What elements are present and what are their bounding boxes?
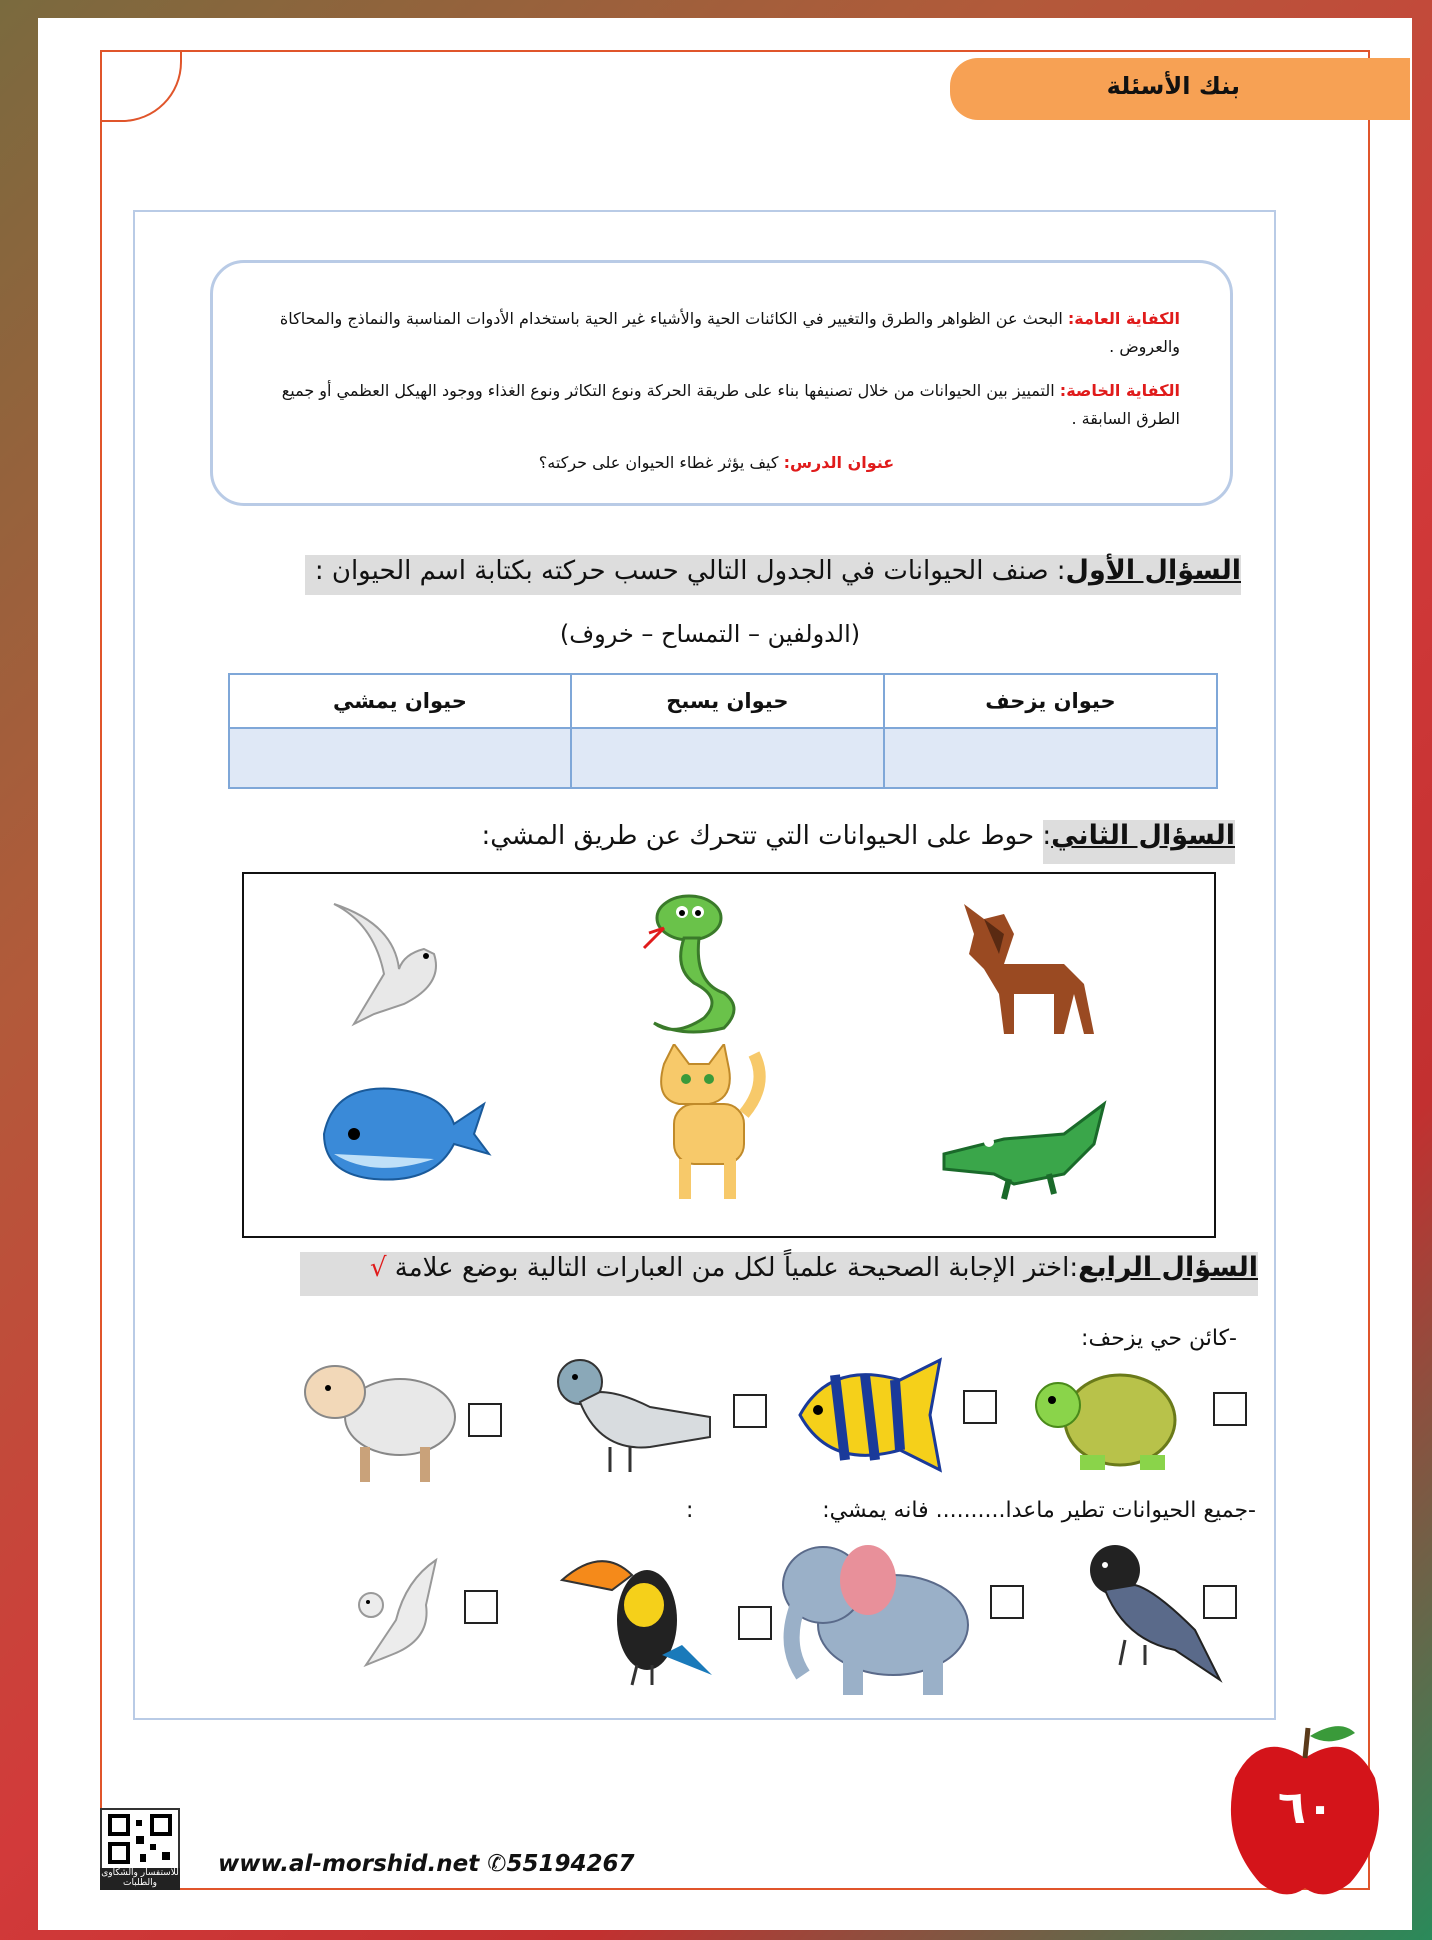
page-number: ٦٠ [1277, 1780, 1335, 1834]
snake-icon[interactable] [634, 888, 754, 1048]
fish-icon [790, 1350, 950, 1480]
question-4: السؤال الرابع:اختر الإجابة الصحيحة علمياً لكل من العبارات التالية بوضع علامة √ [300, 1252, 1258, 1296]
checkbox-fish[interactable] [963, 1390, 997, 1424]
column-swim: حيوان يسبح [571, 674, 884, 728]
column-walk: حيوان يمشي [229, 674, 571, 728]
checkbox-dove[interactable] [464, 1590, 498, 1624]
checkbox-sheep[interactable] [468, 1403, 502, 1437]
q4-sub2: -جميع الحيوانات تطير ماعدا.......... فانه يمشي: [822, 1498, 1256, 1523]
question-1: السؤال الأول: صنف الحيوانات في الجدول التالي حسب حركته بكتابة اسم الحيوان : [305, 555, 1241, 595]
whale-icon[interactable] [314, 1064, 494, 1194]
checkbox-turtle[interactable] [1213, 1392, 1247, 1426]
general-objective: الكفاية العامة: البحث عن الظواهر والطرق والتغيير في الكائنات الحية والأشياء غير الحية باستخدام الأدوات المناسبة والنماذج والمحاكاة والعروض . [279, 309, 1180, 356]
horse-icon[interactable] [944, 894, 1104, 1044]
crocodile-icon[interactable] [934, 1094, 1114, 1204]
qr-icon [102, 1810, 178, 1870]
phone-number: ✆55194267 [487, 1851, 635, 1877]
special-objective: الكفاية الخاصة: التمييز بين الحيوانات من خلال تصنيفها بناء على طريقة الحركة ونوع التكاثر ونوع الغذاء ووجود الهيكل العظمي أو جميع الطرق السابقة . [281, 381, 1180, 428]
column-crawl: حيوان يزحف [884, 674, 1217, 728]
answer-cell-swim[interactable] [571, 728, 884, 788]
cat-icon[interactable] [634, 1044, 774, 1204]
answer-cell-crawl[interactable] [884, 728, 1217, 788]
pigeon-icon [550, 1352, 715, 1482]
q4-sub1: -كائن حي يزحف: [1081, 1326, 1237, 1351]
checkbox-toucan[interactable] [738, 1606, 772, 1640]
q4-sub2-colon: : [686, 1498, 694, 1523]
sheep-icon [300, 1352, 460, 1487]
classification-table [228, 673, 1218, 789]
q1-choices: (الدولفين – التمساح – خروف) [559, 620, 861, 648]
header-title: بنك الأسئلة [1106, 72, 1240, 100]
toucan-icon [552, 1545, 717, 1690]
question-2: السؤال الثاني: حوط على الحيوانات التي تتحرك عن طريق المشي: [490, 820, 1235, 864]
objectives-box [210, 260, 1233, 506]
dove-icon[interactable] [314, 894, 464, 1044]
dove-small-icon [336, 1550, 456, 1680]
checkbox-pigeon[interactable] [733, 1394, 767, 1428]
turtle-icon [1030, 1360, 1180, 1475]
qr-label: للاستفسار والشكاوى والطلبات [101, 1868, 179, 1888]
checkbox-elephant[interactable] [990, 1585, 1024, 1619]
elephant-icon [773, 1535, 988, 1700]
footer-contact [218, 1851, 635, 1877]
answer-cell-walk[interactable] [229, 728, 571, 788]
header-tab [950, 58, 1410, 120]
website-url[interactable]: www.al-morshid.net [218, 1851, 480, 1877]
lesson-title: عنوان الدرس: كيف يؤثر غطاء الحيوان على حركته؟ [538, 453, 895, 472]
animals-image-box [242, 872, 1216, 1238]
checkbox-bird[interactable] [1203, 1585, 1237, 1619]
